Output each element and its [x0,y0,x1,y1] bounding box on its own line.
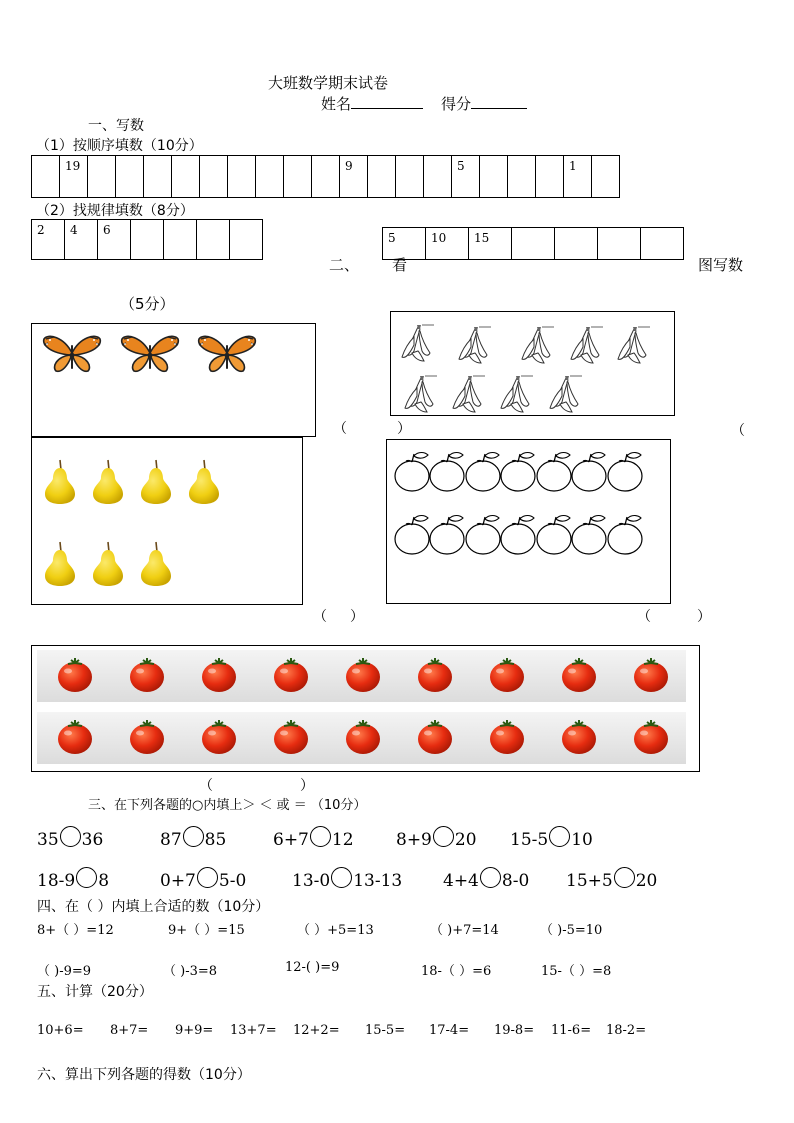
compare-item: 13-0 13-13 [292,867,402,891]
banana-image [457,325,493,365]
compare-item: 15+5 20 [566,867,657,891]
compare-item: 6+7 12 [273,826,354,850]
calc-item[interactable]: 17-4= [429,1023,470,1038]
score-blank[interactable] [471,108,527,109]
banana-image [520,325,556,365]
tomato-image [55,655,95,695]
grid-cell[interactable]: 9 [340,156,368,198]
section2-points: （5分） [120,295,175,313]
tomato-image [343,717,383,757]
compare-circle[interactable] [433,826,454,847]
apple-image [463,448,503,492]
grid-cell[interactable]: 6 [98,220,131,260]
grid-cell[interactable] [144,156,172,198]
calc-item[interactable]: 8+7= [110,1023,149,1038]
banana-image [400,323,436,363]
grid-cell[interactable] [424,156,452,198]
fill-item[interactable]: （ )-9=9 [37,964,92,979]
section4-heading: 四、在（ ）内填上合适的数（10分） [37,899,270,915]
section3-heading: 三、在下列各题的○内填上＞ ＜ 或 ＝ （10分） [88,798,367,813]
fill-item[interactable]: 12-( )=9 [285,960,340,975]
fill-item[interactable]: （ )+7=14 [430,923,499,938]
grid-cell[interactable]: 15 [469,228,512,260]
banana-image [499,374,535,414]
answer-paren-open: （ [731,423,745,439]
compare-circle[interactable] [60,826,81,847]
apple-image [605,448,645,492]
butterfly-image [120,333,180,375]
compare-circle[interactable] [331,867,352,888]
apple-image [605,511,645,555]
answer-paren-open: （ [333,421,347,437]
fill-item[interactable]: 9+（ ）=15 [168,923,245,938]
tomato-image [343,655,383,695]
compare-circle[interactable] [614,867,635,888]
tomato-image [271,717,311,757]
calc-item[interactable]: 10+6= [37,1023,84,1038]
answer-paren-open: （ [313,609,327,625]
grid-cell[interactable] [200,156,228,198]
calc-item[interactable]: 18-2= [606,1023,647,1038]
sequence-grid [31,155,620,198]
apple-image [569,448,609,492]
name-label: 姓名 [321,95,352,113]
tomato-image [631,717,671,757]
compare-item: 4+4 8-0 [443,867,529,891]
pattern-grid-right [382,227,684,260]
compare-circle[interactable] [549,826,570,847]
grid-cell[interactable] [312,156,340,198]
section6-heading: 六、算出下列各题的得数（10分） [37,1067,251,1083]
section5-heading: 五、计算（20分） [37,984,153,1000]
grid-cell[interactable]: 19 [60,156,88,198]
grid-cell[interactable]: 5 [383,228,426,260]
part1-label: （1）按顺序填数（10分） [36,138,203,154]
tomato-image [55,717,95,757]
fill-item[interactable]: 8+（ ）=12 [37,923,114,938]
apple-image [392,511,432,555]
tomato-image [631,655,671,695]
grid-cell[interactable] [256,156,284,198]
compare-item: 35 36 [37,826,103,850]
grid-cell[interactable] [512,228,555,260]
compare-circle[interactable] [310,826,331,847]
banana-image [451,374,487,414]
tomato-image [415,717,455,757]
tomato-image [127,655,167,695]
grid-cell[interactable] [32,156,60,198]
tomato-image [199,717,239,757]
apple-image [463,511,503,555]
pear-image [136,538,176,588]
apple-image [392,448,432,492]
banana-image [569,325,605,365]
butterfly-image [197,333,257,375]
grid-cell[interactable] [598,228,641,260]
grid-cell[interactable] [284,156,312,198]
answer-paren-close: ） [697,609,711,625]
grid-cell[interactable] [116,156,144,198]
grid-cell[interactable] [197,220,230,260]
section2-heading-num: 二、 [329,256,360,274]
calc-item[interactable]: 9+9= [175,1023,214,1038]
grid-cell[interactable] [164,220,197,260]
grid-cell[interactable] [641,228,684,260]
calc-item[interactable]: 13+7= [230,1023,277,1038]
fill-item[interactable]: 15-（ ）=8 [541,964,612,979]
answer-paren-close: ） [300,778,314,794]
grid-cell[interactable] [508,156,536,198]
apple-image [534,448,574,492]
grid-cell[interactable] [536,156,564,198]
banana-image [403,374,439,414]
tomato-image [487,655,527,695]
grid-cell[interactable] [172,156,200,198]
fill-item[interactable]: （ )-3=8 [163,964,218,979]
grid-cell[interactable]: 2 [32,220,65,260]
score-field[interactable] [441,93,527,114]
apple-image [498,511,538,555]
part2-label: （2）找规律填数（8分） [36,203,194,219]
apple-image [427,511,467,555]
score-label: 得分 [441,95,472,113]
compare-item: 8+9 20 [396,826,477,850]
tomato-image [559,717,599,757]
name-field[interactable] [321,93,423,114]
compare-circle[interactable] [76,867,97,888]
grid-cell[interactable] [230,220,263,260]
calc-item[interactable]: 12+2= [293,1023,340,1038]
calc-item[interactable]: 15-5= [365,1023,406,1038]
grid-cell[interactable] [228,156,256,198]
grid-cell[interactable] [480,156,508,198]
grid-cell[interactable] [592,156,620,198]
pear-image [40,538,80,588]
answer-paren-close: ） [350,609,364,625]
pear-image [88,456,128,506]
compare-item: 15-5 10 [510,826,593,850]
pear-image [184,456,224,506]
compare-circle[interactable] [183,826,204,847]
tomato-image [199,655,239,695]
compare-item: 87 85 [160,826,226,850]
page-title: 大班数学期末试卷 [268,74,389,92]
grid-cell[interactable]: 1 [564,156,592,198]
fill-item[interactable]: 18-（ ）=6 [421,964,492,979]
compare-item: 0+7 5-0 [160,867,246,891]
apple-image [498,448,538,492]
section2-heading-kan: 看 [392,256,408,274]
fill-item[interactable]: （ )-5=10 [540,923,603,938]
pear-image [136,456,176,506]
calc-item[interactable]: 19-8= [494,1023,535,1038]
tomato-image [271,655,311,695]
compare-circle[interactable] [480,867,501,888]
answer-paren-open: （ [199,778,213,794]
pattern-grid-left [31,219,263,260]
name-blank[interactable] [351,108,423,109]
pear-image [88,538,128,588]
calc-item[interactable]: 11-6= [551,1023,592,1038]
grid-cell[interactable]: 10 [426,228,469,260]
grid-cell[interactable] [131,220,164,260]
section2-heading-tail: 图写数 [698,256,744,274]
pear-image [40,456,80,506]
grid-cell[interactable] [88,156,116,198]
tomato-image [559,655,599,695]
tomato-image [487,717,527,757]
grid-cell[interactable] [555,228,598,260]
banana-image [548,374,584,414]
compare-item: 18-9 8 [37,867,109,891]
tomato-image [127,717,167,757]
section1-heading: 一、写数 [88,118,144,134]
banana-image [616,325,652,365]
apple-image [569,511,609,555]
answer-paren-open: （ [637,609,651,625]
fill-item[interactable]: （ ）+5=13 [297,923,374,938]
grid-cell[interactable]: 4 [65,220,98,260]
butterfly-image [42,333,102,375]
grid-cell[interactable] [368,156,396,198]
compare-circle[interactable] [197,867,218,888]
grid-cell[interactable] [396,156,424,198]
answer-paren-close: ） [397,421,411,437]
apple-image [534,511,574,555]
apple-image [427,448,467,492]
grid-cell[interactable]: 5 [452,156,480,198]
tomato-image [415,655,455,695]
